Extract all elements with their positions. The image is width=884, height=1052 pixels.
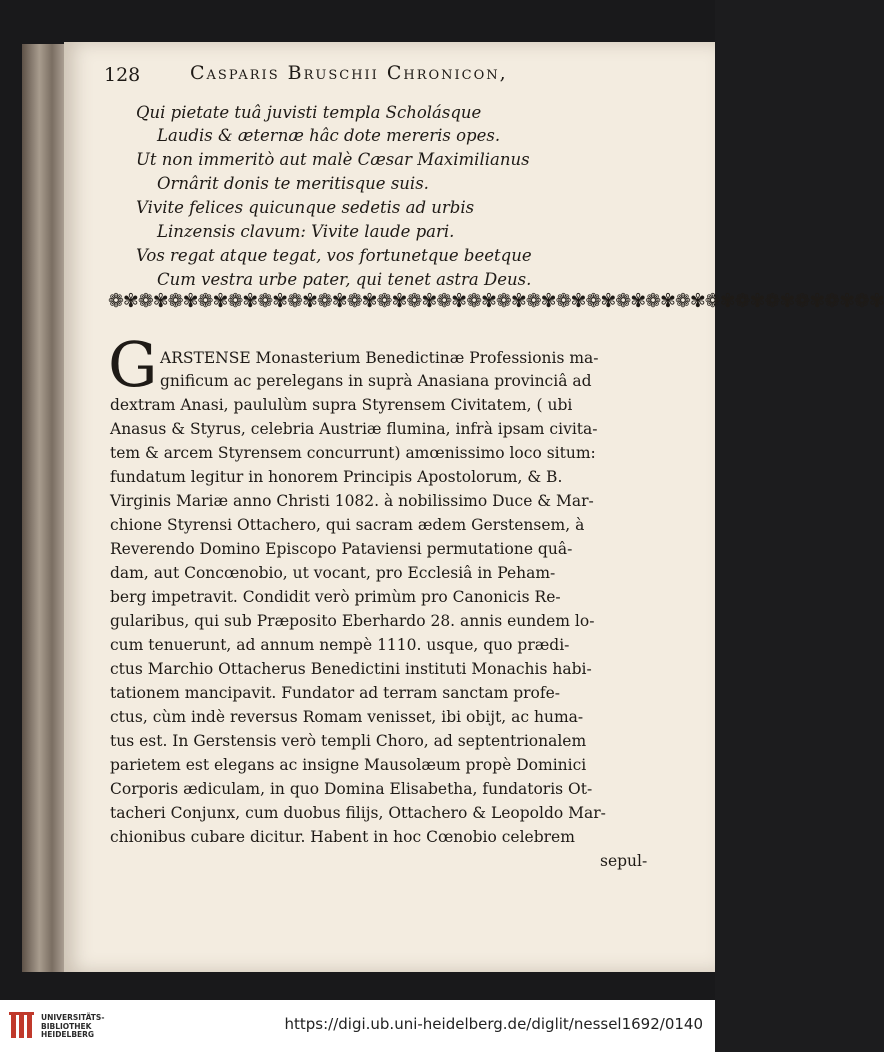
text-line: Anasus & Styrus, celebria Austriæ flumina, infrà ipsam civita- <box>110 420 598 438</box>
text-line: chionibus cubare dicitur. Habent in hoc Cœnobio celebrem <box>110 828 575 846</box>
text-line: chione Styrensi Ottachero, qui sacram ædem Gerstensem, à <box>110 516 585 534</box>
text-line: gnificum ac perelegans in suprà Anasiana provinciâ ad <box>160 372 592 390</box>
text-line: Virginis Mariæ anno Christi 1082. à nobilissimo Duce & Mar- <box>110 492 594 510</box>
text-line: Reverendo Domino Episcopo Pataviensi permutatione quâ- <box>110 540 573 558</box>
poem-line: Vivite felices quicunque sedetis ad urbis <box>136 198 475 217</box>
decorative-ornament-band: ❁✾❁✾❁✾❁✾❁✾❁✾❁✾❁✾❁✾❁✾❁✾❁✾❁✾❁✾❁✾❁✾❁✾❁✾❁✾❁✾❁✾❁✾❁✾❁✾❁✾❁✾ <box>108 290 884 312</box>
text-line: tus est. In Gerstensis verò templi Choro, ad septentrionalem <box>110 732 587 750</box>
text-line: dextram Anasi, paululùm supra Styrensem Civitatem, ( ubi <box>110 396 573 414</box>
text-line: berg impetravit. Condidit verò primùm pro Canonicis Re- <box>110 588 561 606</box>
poem-line: Cum vestra urbe pater, qui tenet astra Deus. <box>157 270 532 289</box>
poem-line: Vos regat atque tegat, vos fortunetque beetque <box>136 246 532 265</box>
viewer-footer <box>0 1000 715 1052</box>
text-line: ARSTENSE Monasterium Benedictinæ Professionis ma- <box>160 349 599 367</box>
library-name-line: UNIVERSITÄTS- <box>41 1013 105 1022</box>
library-name-line: HEIDELBERG <box>41 1030 95 1039</box>
text-line: ctus Marchio Ottacherus Benedictini instituti Monachis habi- <box>110 660 592 678</box>
poem-line: Ut non immeritò aut malè Cæsar Maximilianus <box>136 150 530 169</box>
text-line: ctus, cùm indè reversus Romam venisset, ibi obijt, ac huma- <box>110 708 584 726</box>
text-line: Corporis ædiculam, in quo Domina Elisabetha, fundatoris Ot- <box>110 780 593 798</box>
text-line: gularibus, qui sub Præposito Eberhardo 28. annis eundem lo- <box>110 612 595 630</box>
text-line: dam, aut Concœnobio, ut vocant, pro Ecclesiâ in Peham- <box>110 564 556 582</box>
text-line: tationem mancipavit. Fundator ad terram sanctam profe- <box>110 684 561 702</box>
text-line: fundatum legitur in honorem Principis Apostolorum, & B. <box>110 468 563 486</box>
poem-line: Ornârit donis te meritisque suis. <box>157 174 429 193</box>
poem-line: Linzensis clavum: Vivite laude pari. <box>157 222 455 241</box>
text-line: tem & arcem Styrensem concurrunt) amœnissimo loco situm: <box>110 444 596 462</box>
catchword: sepul- <box>600 852 648 870</box>
poem-line: Qui pietate tuâ juvisti templa Scholásque <box>136 103 482 122</box>
library-name <box>41 1014 104 1040</box>
page-number: 128 <box>104 64 141 86</box>
text-line: tacheri Conjunx, cum duobus filijs, Ottachero & Leopoldo Mar- <box>110 804 606 822</box>
drop-cap: G <box>108 328 158 401</box>
library-name-line: BIBLIOTHEK <box>41 1021 92 1031</box>
running-title: Casparis Bruschii Chronicon, <box>190 62 508 84</box>
university-library-logo-icon <box>8 1010 36 1042</box>
text-line: cum tenuerunt, ad annum nempè 1110. usque, quo prædi- <box>110 636 570 654</box>
poem-line: Laudis & æternæ hâc dote mereris opes. <box>157 126 501 145</box>
source-url-link[interactable]: https://digi.ub.uni-heidelberg.de/diglit/nessel1692/0140 <box>284 1015 703 1033</box>
text-line: parietem est elegans ac insigne Mausolæum propè Dominici <box>110 756 587 774</box>
